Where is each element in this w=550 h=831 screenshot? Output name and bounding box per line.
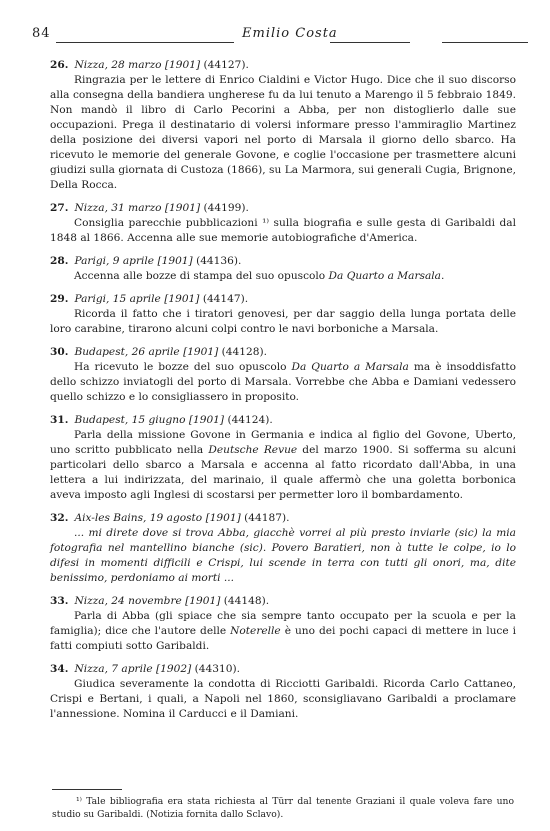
entry-reference: (44136). — [196, 255, 242, 267]
entry-number: 26. — [50, 59, 69, 71]
entry-text — [50, 526, 516, 586]
entry-year: [1901] — [205, 512, 241, 524]
entry-text-part: è uno dei pochi capaci di mettere in luce i fatti compiuti sotto Garibaldi. — [50, 625, 516, 652]
entry-reference: (44124). — [227, 414, 273, 426]
letter-entry-33 — [50, 594, 516, 654]
running-title: Emilio Costa — [242, 26, 338, 41]
footnote-rule — [52, 789, 122, 790]
entry-place-date: Nizza, 28 marzo — [74, 59, 162, 71]
entry-text-part: Accenna alle bozze di stampa del suo opuscolo — [74, 270, 329, 282]
letter-entry-34 — [50, 662, 516, 722]
entry-heading — [50, 413, 516, 428]
entry-year: [1901] — [188, 414, 225, 426]
entry-year: [1901] — [183, 346, 219, 358]
entry-text-part: del marzo 1900. Si sofferma su alcuni particolari dello sbarco a Marsala e accenna al fatto ricordato dall'Abba, in una lettera a lui indirizzata, del marinaio, il quale affermò che una goletta borbonica aveva imposto agli Inglesi di scostarsi per permetter loro il bombardamento. — [50, 444, 516, 501]
entry-number: 30. — [50, 346, 69, 358]
entry-place-date: Nizza, 24 novembre — [74, 595, 182, 607]
entry-reference: (44127). — [203, 59, 249, 71]
entry-heading — [50, 201, 516, 216]
entry-number: 31. — [50, 414, 69, 426]
header-rule-right — [442, 42, 528, 43]
entry-text — [50, 269, 516, 284]
entry-year: [1902] — [156, 663, 192, 675]
entry-heading — [50, 511, 516, 526]
entry-text-part: ma è insoddisfatto dello schizzo inviatogli del porto di Marsala. Vorrebbe che Abba e Damiani vedessero quello schizzo e lo consigliassero in proposito. — [50, 361, 517, 403]
entry-text: Giudica severamente la condotta di Ricciotti Garibaldi. Ricorda Carlo Cattaneo, Crispi e Bertani, i quali, a Napoli nel 1860, sconsigliavano Garibaldi a proclamare l'annessione. Nomina il Carducci e il Damiani. — [50, 678, 516, 720]
page-header — [32, 26, 528, 46]
entry-number: 34. — [50, 663, 69, 675]
page-number: 84 — [32, 26, 51, 41]
letter-entry-26 — [50, 58, 516, 193]
entry-year: [1901] — [185, 595, 221, 607]
entry-heading — [50, 345, 516, 360]
entry-year: [1901] — [164, 59, 201, 71]
entry-italic-title: Noterelle — [230, 625, 281, 637]
entry-year: [1901] — [164, 202, 201, 214]
entry-text-part: Parla di Abba (gli spiace che sia sempre tanto occupato per la scuola e per la famiglia); dice che l'autore delle — [50, 610, 516, 637]
entry-place-date: Budapest, 15 giugno — [74, 414, 186, 426]
entry-heading — [50, 662, 516, 677]
letter-entry-30 — [50, 345, 516, 405]
entry-number: 33. — [50, 595, 69, 607]
entry-place-date: Parigi, 9 aprile — [74, 255, 155, 267]
footnote: ¹⁾ Tale bibliografia era stata richiesta al Türr dal tenente Graziani il quale voleva fare uno studio su Garibaldi. (Notizia fornita dallo Sclavo). — [52, 796, 514, 820]
letter-entry-31 — [50, 413, 516, 503]
entry-italic-title: Da Quarto a Marsala. — [328, 270, 445, 282]
entry-italic-title: Deutsche Revue — [208, 444, 298, 456]
entry-number: 29. — [50, 293, 69, 305]
entry-text — [50, 360, 516, 405]
entry-number: 28. — [50, 255, 69, 267]
entry-reference: (44199). — [203, 202, 249, 214]
entry-place-date: Parigi, 15 aprile — [74, 293, 161, 305]
entry-heading — [50, 254, 516, 269]
entry-reference: (44310). — [194, 663, 240, 675]
entry-reference: (44128). — [221, 346, 268, 358]
entry-place-date: Budapest, 26 aprile — [74, 346, 180, 358]
entry-reference: (44147). — [202, 293, 249, 305]
entry-place-date: Nizza, 31 marzo — [74, 202, 162, 214]
entry-year: [1901] — [157, 255, 193, 267]
letter-entry-32 — [50, 511, 516, 586]
entry-italic-title: Da Quarto a Marsala — [291, 361, 409, 373]
entry-year: [1901] — [164, 293, 200, 305]
header-rule-left — [56, 42, 234, 43]
entry-heading — [50, 292, 516, 307]
entry-reference: (44148). — [223, 595, 270, 607]
entry-reference: (44187). — [244, 512, 290, 524]
header-rule-middle — [330, 42, 410, 43]
entry-text — [50, 428, 516, 503]
entry-heading — [50, 58, 516, 73]
entry-heading — [50, 594, 516, 609]
entry-number: 27. — [50, 202, 69, 214]
letters-list — [50, 58, 516, 730]
entry-quotation: ... mi direte dove si trova Abba, giacchè vorrei al più presto inviarle (sic) la mia fotografia nel mantellino bianche (sic). Povero Baratieri, non à tutte le colpe, io lo difesi in momenti difficili e Crispi, lui scende in terra con tutti gli onori, ma, dite benissimo, perdoniamo ai morti ... — [50, 527, 516, 584]
entry-text-part: Ha ricevuto le bozze del suo opuscolo — [74, 361, 292, 373]
letter-entry-29 — [50, 292, 516, 337]
letter-entry-28 — [50, 254, 516, 284]
entry-text: Ringrazia per le lettere di Enrico Cialdini e Victor Hugo. Dice che il suo discorso alla consegna della bandiera ungherese fu da lui tenuto a Marengo il 5 febbraio 1849. Non mandò il libro di Carlo Pecorini a Abba, per non distoglierlo dalle sue occupazioni. Prega il destinatario di volersi informare presso l'ammiraglio Martinez della posizione dei diversi vapori nel porto di Marsala il giorno dello sbarco. Ha ricevuto le memorie del generale Govone, e coglie l'occasione per trasmettere alcuni giudizi sulla giornata di Custoza (1866), su La Marmora, sui generali Cugia, Brignone, Della Rocca. — [50, 74, 516, 191]
entry-text: Ricorda il fatto che i tiratori genovesi, per dar saggio della lunga portata delle loro carabine, tirarono alcuni colpi contro le navi borboniche a Marsala. — [50, 308, 516, 335]
entry-number: 32. — [50, 512, 69, 524]
entry-place-date: Aix-les Bains, 19 agosto — [74, 512, 203, 524]
entry-text: Consiglia parecchie pubblicazioni ¹⁾ sulla biografia e sulle gesta di Garibaldi dal 1848 al 1866. Accenna alle sue memorie autobiografiche d'America. — [50, 217, 516, 244]
entry-text-part: Parla della missione Govone in Germania e indica al figlio del Govone, Uberto, uno scritto pubblicato nella — [50, 429, 516, 456]
letter-entry-27 — [50, 201, 516, 246]
entry-text — [50, 609, 516, 654]
entry-place-date: Nizza, 7 aprile — [74, 663, 153, 675]
